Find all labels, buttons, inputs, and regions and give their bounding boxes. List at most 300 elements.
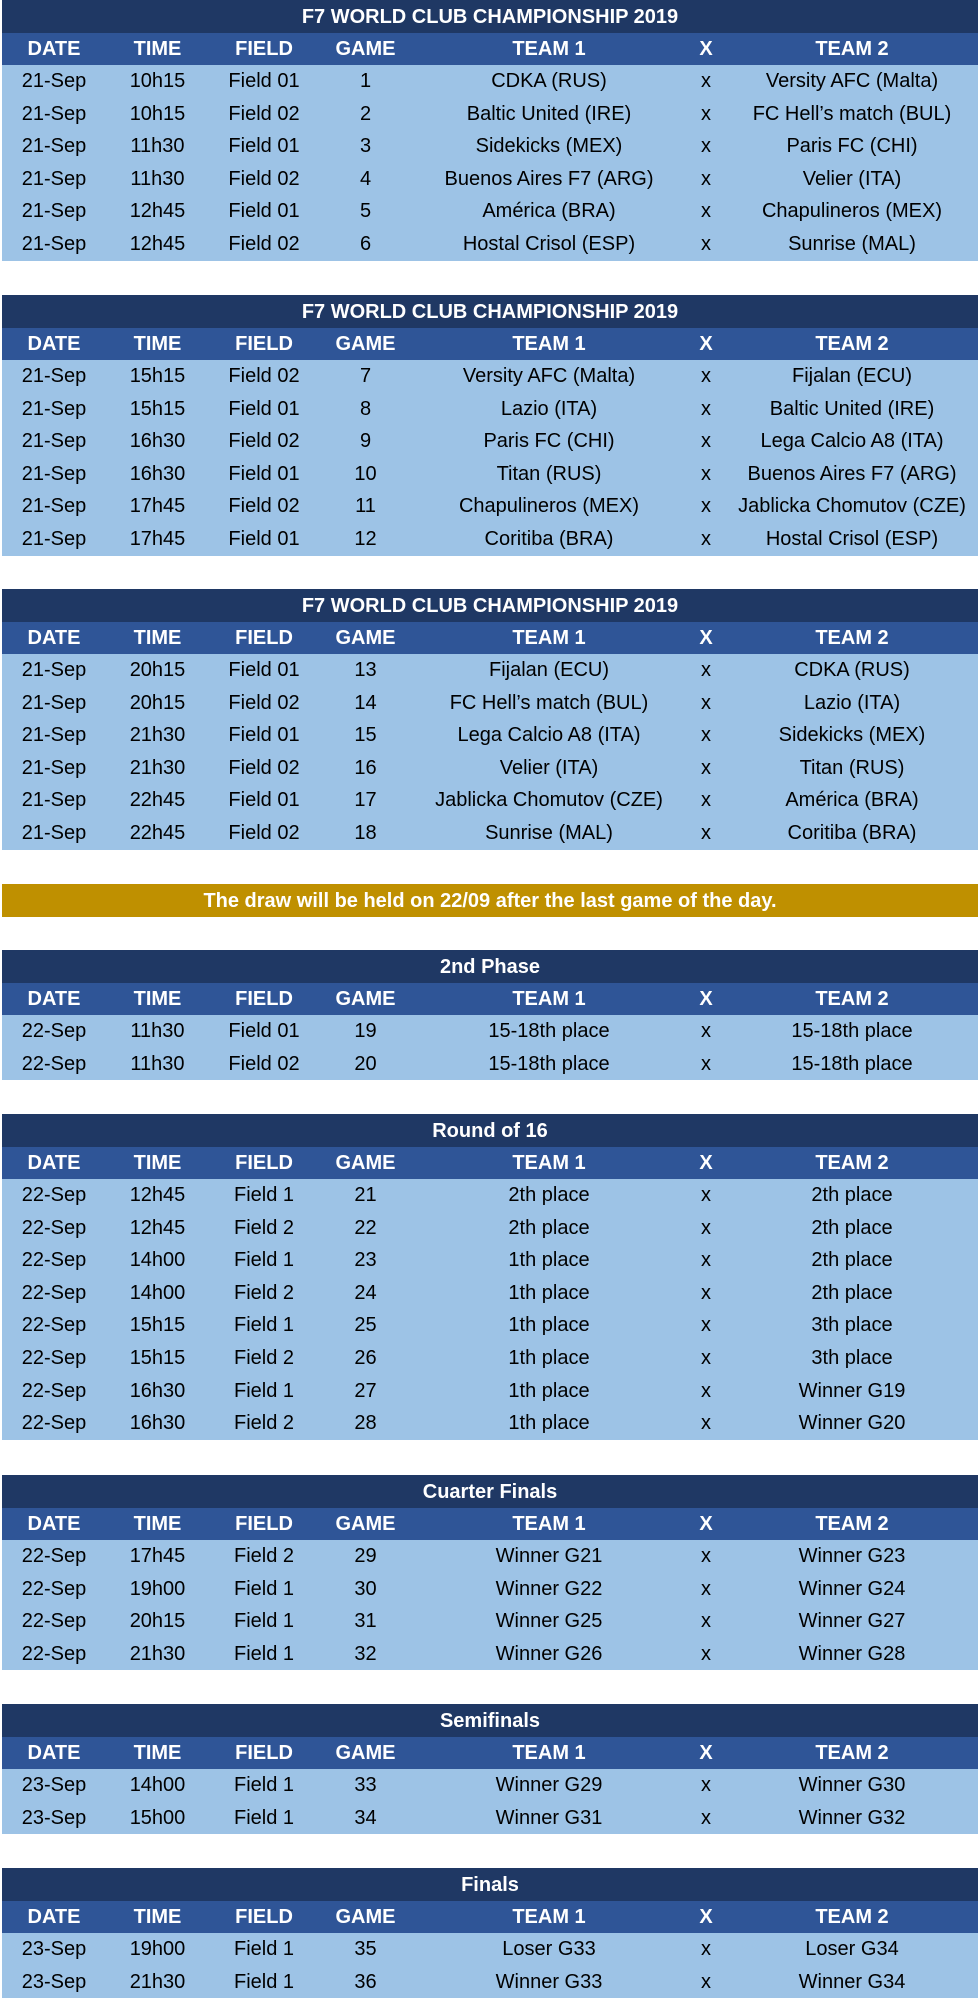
table-cell: 21-Sep [21,365,87,387]
table-row [2,1212,978,1245]
table-row [2,360,978,393]
table-cell: Field 1 [233,1577,295,1600]
table-cell: 15h15 [129,1314,186,1337]
table-header-row [2,1901,978,1933]
schedule-table [2,0,978,261]
table-cell: Winner G26 [495,1642,603,1665]
table-cell: 22-Sep [21,1412,87,1435]
table-row [2,1309,978,1342]
table-row [2,458,978,491]
table-cell: Jablicka Chomutov (CZE) [738,495,966,518]
table-cell: Paris FC (CHI) [786,135,918,158]
column-header: X [699,988,713,1010]
table-title: Semifinals [2,1704,978,1737]
table-cell: 21h30 [129,1642,186,1665]
column-header: DATE [27,333,81,355]
table-cell: 22-Sep [21,1281,87,1304]
table-cell: 36 [354,1970,377,1993]
table-cell: Field 1 [233,1610,295,1633]
table-cell: Chapulineros (MEX) [761,200,943,223]
column-header: TIME [133,1513,182,1535]
table-cell: Versity AFC (Malta) [462,365,636,387]
table-cell: Field 2 [233,1281,295,1304]
table-cell: 21-Sep [21,462,87,485]
table-cell: 23-Sep [21,1806,87,1829]
column-header: GAME [335,1906,396,1928]
table-header-row [2,622,978,654]
column-header: FIELD [235,1742,293,1764]
schedule-table [2,1475,978,1670]
table-cell: 17 [354,789,377,812]
table-cell: 21h30 [129,756,186,779]
column-header: TEAM 1 [512,988,586,1010]
table-row [2,719,978,752]
column-header: DATE [27,1513,81,1535]
table-cell: x [701,756,711,779]
table-cell: Lazio (ITA) [803,691,901,714]
table-row [2,784,978,817]
table-cell: 21-Sep [21,135,87,158]
column-header: X [699,1152,713,1174]
table-cell: 19 [354,1020,377,1042]
table-cell: Winner G27 [798,1610,906,1633]
table-cell: 19h00 [129,1577,186,1600]
table-cell: Fijalan (ECU) [488,659,610,681]
table-cell: x [701,1774,711,1796]
table-cell: Velier (ITA) [802,167,902,190]
column-header: TEAM 2 [815,627,889,649]
column-header: GAME [335,38,396,60]
table-cell: 20h15 [129,1610,186,1633]
table-cell: x [701,232,711,255]
table-cell: x [701,1052,711,1075]
table-cell: 1 [359,70,372,92]
table-cell: 16h30 [129,1412,186,1435]
table-cell: Sunrise (MAL) [788,232,916,255]
column-header: TEAM 1 [512,627,586,649]
column-header: TEAM 1 [512,1742,586,1764]
table-cell: 22-Sep [21,1184,87,1206]
table-cell: FC Hell’s match (BUL) [752,102,952,125]
column-header: GAME [335,333,396,355]
table-cell: Field 02 [228,756,300,779]
column-header: DATE [27,1742,81,1764]
table-row [2,490,978,523]
table-row [2,1769,978,1802]
table-cell: 21h30 [129,1970,186,1993]
table-cell: 31 [354,1610,377,1633]
table-row [2,195,978,228]
table-row [2,130,978,163]
table-cell: Field 1 [233,1642,295,1665]
table-cell: 21-Sep [21,102,87,125]
table-row [2,393,978,426]
table-cell: Field 01 [228,724,300,747]
table-cell: Fijalan (ECU) [791,365,913,387]
table-cell: x [701,1314,711,1337]
table-cell: Field 02 [228,495,300,518]
column-header: TIME [133,627,182,649]
table-title: F7 WORLD CLUB CHAMPIONSHIP 2019 [2,295,978,328]
table-row [2,1342,978,1375]
table-cell: Lega Calcio A8 (ITA) [457,724,641,747]
table-cell: 25 [354,1314,377,1337]
table-cell: x [701,70,711,92]
table-cell: 21-Sep [21,495,87,518]
table-cell: 7 [359,365,372,387]
table-cell: Field 02 [228,365,300,387]
table-cell: 30 [354,1577,377,1600]
table-cell: Winner G30 [798,1774,906,1796]
table-cell: x [701,200,711,223]
table-cell: 11h30 [130,167,185,190]
table-cell: CDKA (RUS) [491,70,607,92]
table-cell: 22-Sep [21,1545,87,1567]
column-header: X [699,333,713,355]
schedule-table [2,1704,978,1834]
schedule-table [2,295,978,556]
table-cell: Field 01 [228,397,300,420]
table-cell: 21-Sep [21,789,87,812]
table-cell: 2th place [508,1184,590,1206]
table-cell: 33 [354,1774,377,1796]
table-cell: 14h00 [129,1281,186,1304]
table-cell: 17h45 [129,527,186,550]
table-row [2,1375,978,1408]
column-header: TEAM 2 [815,988,889,1010]
table-cell: x [701,462,711,485]
table-cell: 18 [354,821,377,844]
table-title: Round of 16 [2,1114,978,1147]
table-cell: 23-Sep [21,1774,87,1796]
table-cell: Titan (RUS) [799,756,905,779]
table-cell: 2th place [508,1216,590,1239]
table-cell: 12 [354,527,377,550]
table-cell: 22-Sep [21,1379,87,1402]
column-header: GAME [335,1513,396,1535]
table-row [2,1015,978,1048]
table-cell: x [701,821,711,844]
table-cell: 16h30 [129,1379,186,1402]
table-cell: 2th place [811,1216,893,1239]
table-cell: 2th place [811,1249,893,1272]
table-cell: Coritiba (BRA) [484,527,614,550]
table-cell: 16h30 [129,462,186,485]
schedule-table [2,1868,978,1998]
table-cell: 23-Sep [21,1970,87,1993]
column-header: FIELD [235,1906,293,1928]
table-cell: Field 2 [233,1216,295,1239]
table-cell: 3 [359,135,372,158]
table-cell: Field 01 [228,70,300,92]
table-cell: 2th place [811,1184,893,1206]
table-cell: Winner G28 [798,1642,906,1665]
column-header: TEAM 1 [512,1906,586,1928]
table-cell: Winner G22 [495,1577,603,1600]
column-header: X [699,1742,713,1764]
table-cell: Field 1 [233,1379,295,1402]
table-header-row [2,328,978,360]
table-cell: Field 1 [233,1806,295,1829]
table-cell: 3th place [811,1346,893,1369]
table-row [2,1966,978,1998]
table-cell: x [701,102,711,125]
column-header: TIME [133,333,182,355]
table-cell: 11 [355,495,376,518]
table-row [2,1933,978,1966]
table-cell: Winner G19 [798,1379,906,1402]
schedule-table [2,1114,978,1440]
table-row [2,1179,978,1212]
table-cell: CDKA (RUS) [794,659,910,681]
table-cell: 26 [354,1346,377,1369]
table-row [2,98,978,131]
table-cell: Winner G23 [798,1545,906,1567]
table-cell: x [701,1281,711,1304]
table-cell: x [701,659,711,681]
table-cell: 20h15 [129,691,186,714]
table-row [2,1573,978,1606]
table-cell: Field 01 [228,659,300,681]
table-cell: Field 02 [228,232,300,255]
table-cell: 12h45 [129,200,186,223]
table-cell: Field 02 [228,430,300,453]
table-cell: Field 01 [228,1020,300,1042]
column-header: TEAM 1 [512,333,586,355]
table-cell: x [701,1412,711,1435]
table-cell: x [701,1610,711,1633]
table-cell: x [701,1642,711,1665]
table-cell: x [701,1577,711,1600]
table-title: Cuarter Finals [2,1475,978,1508]
table-cell: x [701,1346,711,1369]
table-cell: 3th place [811,1314,893,1337]
table-cell: 2th place [811,1281,893,1304]
table-cell: Baltic United (IRE) [466,102,632,125]
table-cell: Hostal Crisol (ESP) [462,232,636,255]
table-cell: Field 02 [228,167,300,190]
table-cell: Velier (ITA) [499,756,599,779]
table-cell: Jablicka Chomutov (CZE) [435,789,663,812]
column-header: X [699,1513,713,1535]
table-cell: Field 02 [228,821,300,844]
column-header: TEAM 2 [815,1742,889,1764]
table-cell: x [701,1184,711,1206]
table-cell: 20h15 [129,659,186,681]
table-cell: 21-Sep [21,527,87,550]
table-cell: 21-Sep [21,724,87,747]
table-cell: 21-Sep [21,821,87,844]
column-header: TIME [133,38,182,60]
table-row [2,425,978,458]
table-header-row [2,33,978,65]
table-row [2,1540,978,1573]
table-cell: Sidekicks (MEX) [475,135,623,158]
table-cell: 28 [354,1412,377,1435]
table-cell: 8 [359,397,372,420]
schedule-table [2,589,978,850]
table-cell: 21-Sep [21,397,87,420]
table-cell: 21-Sep [21,756,87,779]
column-header: DATE [27,1152,81,1174]
table-cell: x [701,1970,711,1993]
table-cell: 11h30 [130,1020,185,1042]
table-cell: Winner G29 [495,1774,603,1796]
table-cell: 22-Sep [21,1216,87,1239]
table-cell: 14h00 [129,1774,186,1796]
table-cell: Field 1 [233,1314,295,1337]
column-header: DATE [27,988,81,1010]
table-cell: Field 1 [233,1184,295,1206]
table-cell: Winner G25 [495,1610,603,1633]
table-cell: Chapulineros (MEX) [458,495,640,518]
table-header-row [2,983,978,1015]
table-cell: 10 [354,462,377,485]
column-header: TEAM 2 [815,333,889,355]
table-cell: 22-Sep [21,1020,87,1042]
table-cell: 13 [354,659,377,681]
table-cell: 11h30 [130,135,185,158]
table-cell: 15h15 [129,1346,186,1369]
table-cell: 21-Sep [21,430,87,453]
table-cell: 16 [354,756,377,779]
table-cell: 15-18th place [488,1020,610,1042]
table-cell: 15h00 [129,1806,186,1829]
table-cell: América (BRA) [785,789,919,812]
table-cell: x [701,691,711,714]
table-cell: x [701,1216,711,1239]
table-cell: 1th place [508,1412,590,1435]
table-cell: 14 [354,691,377,714]
table-cell: 23 [354,1249,377,1272]
table-cell: Field 02 [228,102,300,125]
table-row [2,1277,978,1310]
table-cell: Hostal Crisol (ESP) [765,527,939,550]
table-cell: x [701,135,711,158]
table-header-row [2,1737,978,1769]
table-cell: 6 [359,232,372,255]
table-cell: Field 01 [228,200,300,223]
table-cell: 15 [354,724,377,747]
table-cell: 19h00 [129,1938,186,1960]
table-cell: FC Hell’s match (BUL) [449,691,649,714]
table-title: F7 WORLD CLUB CHAMPIONSHIP 2019 [2,0,978,33]
table-title: Finals [2,1868,978,1901]
table-cell: 1th place [508,1314,590,1337]
table-row [2,1048,978,1081]
table-cell: 14h00 [129,1249,186,1272]
schedule-table [2,950,978,1080]
table-cell: Coritiba (BRA) [787,821,917,844]
table-cell: 21-Sep [21,691,87,714]
table-cell: 24 [354,1281,377,1304]
table-header-row [2,1147,978,1179]
table-row [2,654,978,687]
table-cell: 22-Sep [21,1346,87,1369]
table-cell: 17h45 [129,1545,186,1567]
table-cell: 12h45 [129,232,186,255]
table-cell: 4 [359,167,372,190]
table-cell: Sidekicks (MEX) [778,724,926,747]
table-cell: Winner G31 [495,1806,603,1829]
table-row [2,65,978,98]
table-cell: 21-Sep [21,232,87,255]
table-cell: Winner G24 [798,1577,906,1600]
table-cell: x [701,1020,711,1042]
table-cell: 21h30 [129,724,186,747]
table-cell: 1th place [508,1249,590,1272]
table-cell: 22h45 [129,789,186,812]
table-title: 2nd Phase [2,950,978,983]
table-cell: x [701,167,711,190]
table-cell: 12h45 [129,1216,186,1239]
table-cell: 27 [354,1379,377,1402]
column-header: TIME [133,1742,182,1764]
column-header: X [699,1906,713,1928]
table-row [2,1638,978,1671]
table-cell: Baltic United (IRE) [769,397,935,420]
table-cell: Buenos Aires F7 (ARG) [747,462,957,485]
table-cell: 22-Sep [21,1642,87,1665]
table-cell: Versity AFC (Malta) [765,70,939,92]
table-cell: 2 [359,102,372,125]
draw-notice: The draw will be held on 22/09 after the last game of the day. [2,884,978,917]
table-cell: 15-18th place [791,1052,913,1075]
table-cell: 10h15 [129,70,186,92]
table-cell: Winner G32 [798,1806,906,1829]
table-header-row [2,1508,978,1540]
table-row [2,228,978,261]
table-cell: Field 01 [228,135,300,158]
table-row [2,1605,978,1638]
table-row [2,1802,978,1835]
column-header: FIELD [235,1513,293,1535]
table-row [2,523,978,556]
table-cell: 1th place [508,1346,590,1369]
column-header: GAME [335,1152,396,1174]
table-cell: 15h15 [129,365,186,387]
table-cell: Field 2 [233,1412,295,1435]
column-header: FIELD [235,38,293,60]
table-cell: Winner G33 [495,1970,603,1993]
table-cell: Field 1 [233,1938,295,1960]
table-cell: Winner G21 [495,1545,603,1567]
table-cell: 1th place [508,1281,590,1304]
column-header: GAME [335,988,396,1010]
table-cell: 22-Sep [21,1249,87,1272]
table-cell: 21 [354,1184,377,1206]
table-cell: 21-Sep [21,167,87,190]
column-header: DATE [27,38,81,60]
table-cell: 22-Sep [21,1610,87,1633]
column-header: TEAM 1 [512,38,586,60]
table-cell: 15h15 [129,397,186,420]
column-header: FIELD [235,627,293,649]
table-cell: 22h45 [129,821,186,844]
table-cell: 12h45 [129,1184,186,1206]
table-cell: 34 [354,1806,377,1829]
table-cell: Field 1 [233,1970,295,1993]
column-header: DATE [27,627,81,649]
table-cell: x [701,1938,711,1960]
table-cell: Titan (RUS) [496,462,602,485]
column-header: FIELD [235,1152,293,1174]
table-cell: Field 02 [228,691,300,714]
table-cell: 32 [354,1642,377,1665]
column-header: TEAM 1 [512,1513,586,1535]
table-cell: Paris FC (CHI) [483,430,615,453]
table-row [2,687,978,720]
